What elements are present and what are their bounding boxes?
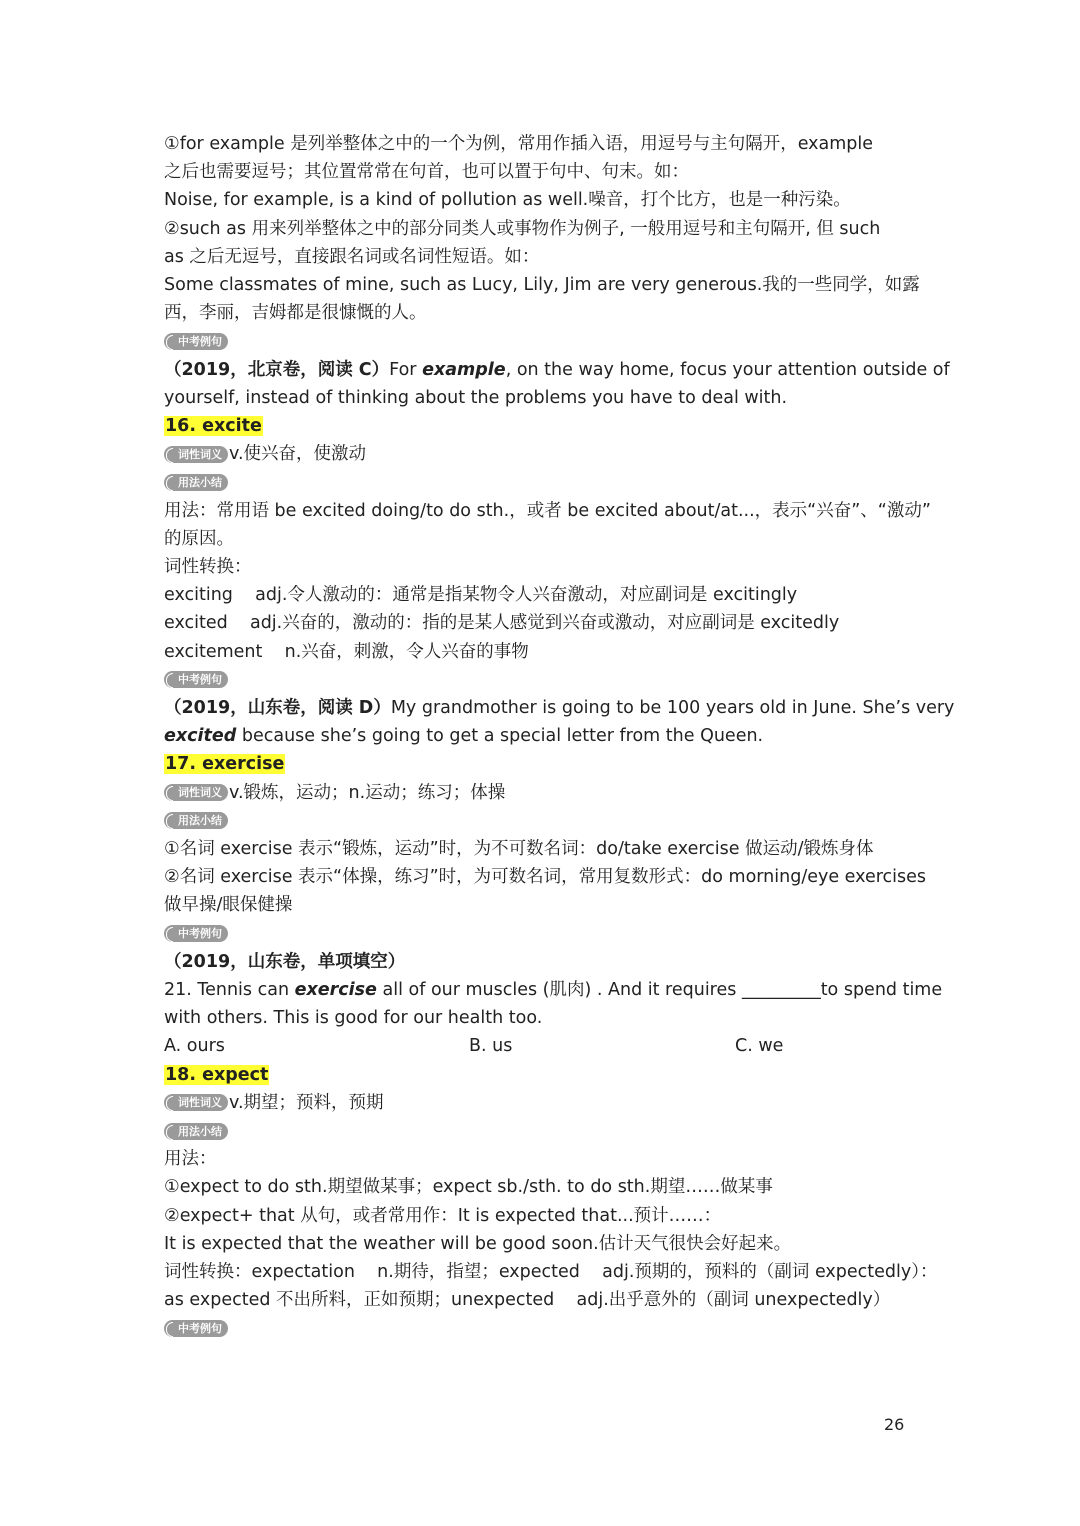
text-line: 做早操/眼保健操	[164, 895, 293, 916]
pos-line	[164, 779, 924, 807]
text-line: excited adj.兴奋的，激动的：指的是某人感觉到兴奋或激动，对应副词是 excitedly	[164, 613, 840, 634]
option-c: C. we	[735, 1036, 784, 1057]
text-line: 之后也需要逗号；其位置常常在句首，也可以置于句中、句末。如：	[164, 162, 689, 183]
example-source: （2019，山东卷，阅读 D）	[164, 698, 391, 719]
example-sentence	[164, 694, 955, 722]
text-line: as expected 不出所料，正如预期；unexpected adj.出乎意外的（副词 unexpectedly）	[164, 1290, 891, 1311]
text-line: ②such as 用来列举整体之中的部分同类人或事物作为例子, 一般用逗号和主句隔开, 但 such	[164, 218, 881, 239]
document-page	[164, 130, 955, 1343]
pos-meaning-tag: 词性词义	[164, 784, 228, 801]
question-text: all of our muscles (肌肉) . And it requires _________to spend time	[376, 980, 943, 1001]
usage-summary-tag: 用法小结	[164, 812, 228, 829]
usage-summary-tag: 用法小结	[164, 1123, 228, 1140]
page-number: 26	[884, 1415, 905, 1434]
text-line: ②expect+ that 从句，或者常用作：It is expected that...预计……：	[164, 1205, 722, 1226]
exam-example-tag: 中考例句	[164, 671, 228, 688]
text-line: Noise, for example, is a kind of pollution as well.噪音，打个比方，也是一种污染。	[164, 190, 851, 211]
example-text: , on the way home, focus your attention outside of	[505, 359, 950, 380]
text-line: ①expect to do sth.期望做某事；expect sb./sth. to do sth.期望……做某事	[164, 1177, 773, 1198]
text-line: 的原因。	[164, 528, 234, 549]
pos-line	[164, 1089, 924, 1117]
exam-example-tag: 中考例句	[164, 925, 228, 942]
exam-example-tag: 中考例句	[164, 333, 228, 350]
keyword: example	[422, 359, 506, 380]
example-text: because she’s going to get a special letter from the Queen.	[236, 726, 764, 747]
example-source: （2019，北京卷，阅读 C）	[164, 359, 390, 380]
word-heading-exercise: 17. exercise	[165, 754, 285, 775]
pos-meaning-tag: 词性词义	[164, 446, 228, 463]
example-text: My grandmother is going to be 100 years old in June. She’s very	[390, 698, 955, 719]
question-line	[164, 976, 943, 1004]
pos-meaning-tag: 词性词义	[164, 1094, 228, 1111]
example-sentence-cont	[164, 722, 924, 750]
text-line: as 之后无逗号，直接跟名词或名词性短语。如：	[164, 246, 540, 267]
word-heading-excite: 16. excite	[165, 416, 262, 437]
text-line: ①名词 exercise 表示“锻炼，运动”时，为不可数名词：do/take exercise 做运动/锻炼身体	[164, 839, 874, 860]
text-line: excitement n.兴奋，刺激，令人兴奋的事物	[164, 641, 529, 662]
example-text: For	[389, 359, 423, 380]
text-line: ①for example 是列举整体之中的一个为例，常用作插入语，用逗号与主句隔开，example	[164, 134, 874, 154]
pos-text: v.锻炼，运动；n.运动；练习；体操	[229, 782, 506, 803]
option-b: B. us	[469, 1036, 513, 1057]
usage-summary-tag: 用法小结	[164, 474, 228, 491]
pos-text: v.使兴奋，使激动	[229, 444, 367, 465]
question-text: 21. Tennis can	[164, 980, 295, 1001]
text-line: ②名词 exercise 表示“体操，练习”时，为可数名词，常用复数形式：do morning/eye exercises	[164, 867, 927, 888]
text-line: yourself, instead of thinking about the problems you have to deal with.	[164, 387, 788, 408]
pos-line	[164, 440, 924, 468]
keyword: excited	[164, 726, 237, 747]
text-line: 词性转换：	[164, 557, 252, 578]
text-line: 西，李丽，吉姆都是很慷慨的人。	[164, 303, 427, 324]
text-line: 用法：常用语 be excited doing/to do sth.，或者 be excited about/at...，表示“兴奋”、“激动”	[164, 500, 931, 521]
text-line: It is expected that the weather will be good soon.估计天气很快会好起来。	[164, 1233, 792, 1254]
text-line: with others. This is good for our health too.	[164, 1008, 543, 1029]
pos-text: v.期望；预料，预期	[229, 1092, 384, 1113]
text-line: exciting adj.令人激动的：通常是指某物令人兴奋激动，对应副词是 excitingly	[164, 585, 798, 606]
options-row	[164, 1032, 924, 1060]
text-line: 词性转换：expectation n.期待，指望；expected adj.预期的，预料的（副词 expectedly）：	[164, 1262, 938, 1283]
text-line: 用法：	[164, 1149, 217, 1170]
option-a: A. ours	[164, 1036, 225, 1057]
example-sentence	[164, 356, 950, 384]
exam-example-tag: 中考例句	[164, 1320, 228, 1337]
example-source: （2019，山东卷，单项填空）	[164, 951, 406, 972]
keyword: exercise	[294, 980, 377, 1001]
word-heading-expect: 18. expect	[165, 1064, 269, 1085]
text-line: Some classmates of mine, such as Lucy, Lily, Jim are very generous.我的一些同学，如露	[164, 275, 920, 296]
